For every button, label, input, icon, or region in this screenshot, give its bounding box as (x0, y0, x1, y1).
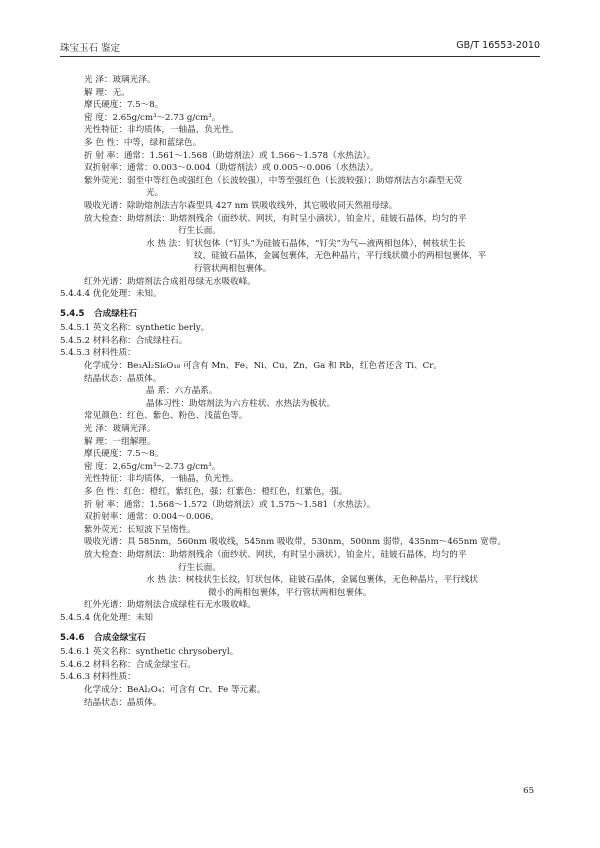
properties-line: 5.4.5.3 材料性质： (60, 348, 136, 359)
hydrothermal-cont-2: 行管状两相包裹体。 (194, 263, 272, 274)
english-name-line: 5.4.6.1 英文名称：synthetic chrysoberyl。 (60, 647, 239, 658)
hardness-line: 摩氏硬度：7.5～8。 (84, 449, 164, 460)
hydrothermal-cont-1: 纹，硅铍石晶体，金属包裹体，无色种晶片，平行线状微小的两相包裹体，平 (194, 251, 487, 262)
properties-line: 5.4.6.3 材料性质： (60, 672, 136, 683)
material-name-line: 5.4.5.2 材料名称：合成绿柱石。 (60, 335, 188, 346)
hydrothermal-line: 水 热 法：钉状包体（“钉头”为硅铍石晶体，“钉尖”为气—液两相包体），树枝状生长 (146, 238, 466, 249)
crystal-state-line: 结晶状态：晶质体。 (84, 373, 162, 384)
uv-fluorescence-line: 紫外荧光：长短波下呈惰性。 (84, 524, 196, 535)
chemistry-line: 化学成分：BeAl₂O₄；可含有 Cr、Fe 等元素。 (84, 684, 266, 695)
crystal-state-line: 结晶状态：晶质体。 (84, 697, 162, 708)
material-name-line: 5.4.6.2 材料名称：合成金绿宝石。 (60, 659, 196, 670)
absorption-line: 吸收光谱：具 585nm，560nm 吸收线，545nm 吸收带，530nm，500nm 弱带，435nm～465nm 宽带。 (84, 537, 506, 548)
uv-fluorescence-line: 紫外荧光：弱至中等红色或强红色（长波较强），中等至强红色（长波较强）；助熔剂法吉尔森型无荧 (84, 175, 463, 186)
standard-number: GB/T 16553-2010 (456, 40, 540, 51)
refractive-index-line: 折 射 率：通常：1.561～1.568（助熔剂法）或 1.566～1.578（水热法）。 (84, 150, 376, 161)
section-title: 合成金绿宝石 (94, 632, 146, 643)
color-line: 常见颜色：红色、紫色、粉色、浅蓝色等。 (84, 411, 248, 422)
section-heading-synthetic-chrysoberyl (60, 632, 550, 645)
treatment-line: 5.4.4.4 优化处理：未知。 (60, 289, 162, 300)
chemistry-line: 化学成分：Be₃Al₂Si₆O₁₈ 可含有 Mn、Fe、Ni、Cu、Zn、Ga 和 Rb，红色者还含 Ti、Cr。 (84, 361, 442, 372)
pleochroism-line: 多 色 性：红色：橙红，紫红色，强；红紫色：橙红色，红紫色，强。 (84, 487, 348, 497)
optical-line: 光性特征：非均质体，一轴晶，负光性。 (84, 125, 239, 136)
density-line: 密 度：2.65g/cm³～2.73 g/cm³。 (84, 461, 221, 472)
section-title: 合成绿柱石 (94, 308, 137, 319)
luster-line: 光 泽：玻璃光泽。 (84, 75, 156, 85)
infrared-line: 红外光谱：助熔剂法合成祖母绿无水吸收峰。 (84, 276, 256, 287)
crystal-habit-line: 晶体习性：助熔剂法为六方柱状、水热法为板状。 (146, 398, 336, 409)
magnification-cont: 行生长面。 (178, 562, 221, 573)
absorption-line: 吸收光谱：除助熔剂法吉尔森型具 427 nm 铁吸收线外，其它吸收同天然祖母绿。 (84, 200, 398, 211)
cleavage-line: 解 理：无。 (84, 87, 130, 98)
header-rule (60, 56, 540, 57)
infrared-line: 红外光谱：助熔剂法合成绿柱石无水吸收峰。 (84, 600, 256, 611)
refractive-index-line: 折 射 率：通常：1.568～1.572（助熔剂法）或 1.575～1.581（水热法）。 (84, 499, 376, 510)
magnification-line: 放大检查：助熔剂法：助熔剂残余（面纱状、网状，有时呈小滴状），铂金片，硅铍石晶体，均匀的平 (84, 549, 467, 560)
cleavage-line: 解 理：一组解理。 (84, 436, 156, 447)
optical-line: 光性特征：非均质体，一轴晶，负光性。 (84, 474, 239, 485)
running-header-title: 珠宝玉石 鉴定 (60, 43, 121, 54)
section-heading-synthetic-beryl (60, 308, 550, 321)
birefringence-line: 双折射率：通常：0.003～0.004（助熔剂法）或 0.005～0.006（水热法）。 (84, 163, 379, 174)
treatment-line: 5.4.5.4 优化处理：未知 (60, 612, 153, 623)
section-number: 5.4.5 (60, 308, 85, 319)
magnification-line: 放大检查：助熔剂法：助熔剂残余（面纱状、网状，有时呈小滴状），铂金片，硅铍石晶体，均匀的平 (84, 213, 467, 224)
birefringence-line: 双折射率：通常：0.004～0.006。 (84, 512, 220, 523)
section-number: 5.4.6 (60, 632, 85, 643)
luster-line: 光 泽：玻璃光泽。 (84, 424, 156, 435)
density-line: 密 度：2.65g/cm³～2.73 g/cm³。 (84, 112, 221, 123)
hardness-line: 摩氏硬度：7.5～8。 (84, 100, 164, 111)
crystal-system-line: 晶 系：六方晶系。 (146, 386, 218, 397)
hydrothermal-line: 水 热 法：树枝状生长纹，钉状包体，硅铍石晶体，金属包裹体，无色种晶片，平行线状 (146, 575, 479, 586)
english-name-line: 5.4.5.1 英文名称：synthetic berly。 (60, 323, 210, 334)
hydrothermal-cont: 微小的两相包裹体，平行管状两相包裹体。 (208, 587, 372, 598)
pleochroism-line: 多 色 性：中等，绿和蓝绿色。 (84, 137, 202, 148)
magnification-cont: 行生长面。 (178, 226, 221, 237)
document-body (60, 74, 550, 709)
page-number: 65 (523, 786, 534, 796)
uv-fluorescence-cont: 光。 (146, 188, 164, 199)
